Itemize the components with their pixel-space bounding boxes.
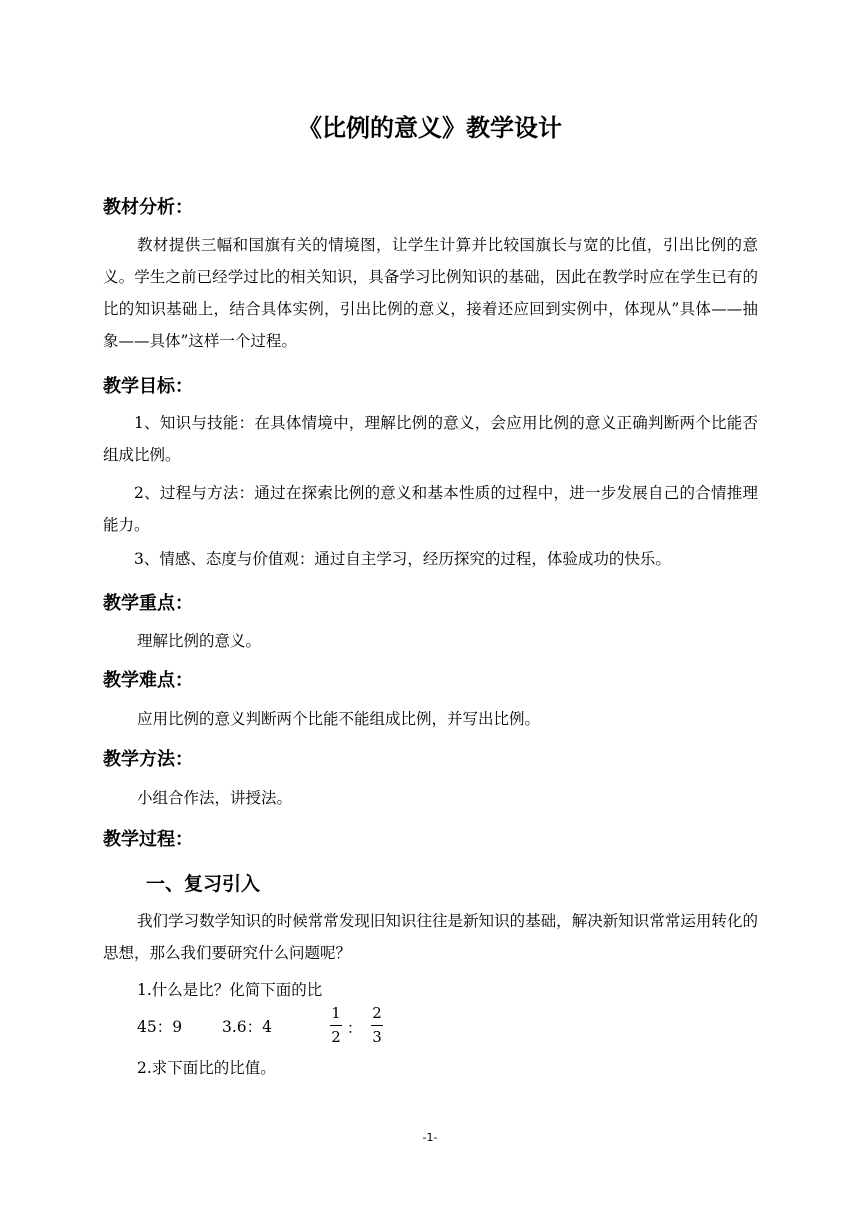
paragraph-intro: 我们学习数学知识的时候常常发现旧知识往往是新知识的基础，解决新知识常常运用转化的思想，那么我们要研究什么问题呢？	[103, 912, 758, 962]
fraction-bar	[371, 1025, 383, 1026]
fraction-denominator: 3	[372, 1028, 382, 1046]
heading-analysis: 教材分析：	[103, 197, 193, 218]
heading-goals: 教学目标：	[103, 376, 193, 397]
question-1: 1.什么是比？化简下面的比	[137, 981, 323, 999]
heading-process: 教学过程：	[103, 829, 193, 850]
ratio-colon: ：	[347, 1019, 363, 1037]
fraction-numerator: 2	[372, 1004, 382, 1022]
heading-difficulties: 教学难点：	[103, 670, 193, 691]
goal-item-2: 2、过程与方法：通过在探索比例的意义和基本性质的过程中，进一步发展自己的合情推理能力。	[103, 484, 758, 534]
fraction-bar	[330, 1025, 342, 1026]
goal-item-1: 1、知识与技能：在具体情境中，理解比例的意义，会应用比例的意义正确判断两个比能否组成比例。	[103, 414, 758, 464]
question-2: 2.求下面比的比值。	[137, 1059, 276, 1077]
ratio-45-9: 45：9	[137, 1018, 183, 1036]
difficulties-text: 应用比例的意义判断两个比能不能组成比例，并写出比例。	[137, 710, 541, 728]
paragraph-analysis: 教材提供三幅和国旗有关的情境图，让学生计算并比较国旗长与宽的比值，引出比例的意义。学生之前已经学过比的相关知识，具备学习比例知识的基础，因此在教学时应在学生已有的比的知识基础上，结合具体实例，引出比例的意义，接着还应回到实例中，体现从”具体——抽象——具体”这样一个过程。	[103, 236, 758, 350]
sub-heading-review: 一、复习引入	[146, 873, 261, 895]
key-points-text: 理解比例的意义。	[137, 632, 262, 650]
fraction-denominator: 2	[331, 1028, 341, 1046]
heading-methods: 教学方法：	[103, 749, 193, 770]
fraction-numerator: 1	[331, 1004, 341, 1022]
methods-text: 小组合作法，讲授法。	[137, 789, 293, 807]
ratio-3-6-4: 3.6：4	[222, 1018, 273, 1036]
page-title: 《比例的意义》教学设计	[298, 114, 562, 142]
page-number: -1-	[422, 1131, 438, 1144]
heading-key-points: 教学重点：	[103, 593, 193, 614]
goal-item-3: 3、情感、态度与价值观：通过自主学习，经历探究的过程，体验成功的快乐。	[134, 550, 671, 568]
